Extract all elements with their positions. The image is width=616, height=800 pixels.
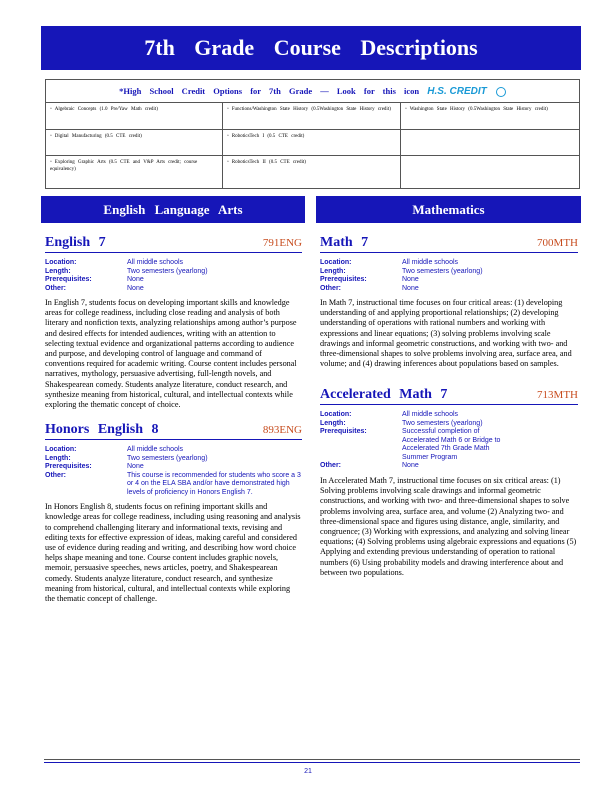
prerequisites-label: Prerequisites: xyxy=(320,276,367,283)
right-column xyxy=(320,235,578,578)
course-honors-english-8 xyxy=(45,422,302,604)
length-label: Length: xyxy=(320,419,346,427)
hs-credit-cell: ▫ RoboticsTech II (0.5 CTE credit) xyxy=(223,156,401,188)
location-label: Location: xyxy=(45,446,77,454)
course-description: In English 7, students focus on developing important skills and knowledge areas for college readiness, including close reading and analysis of both literary and nonfiction texts, analyzing relationships among author’s purpose and desired effects for intended audiences, writing with an attention to selecting textual evidence and organizational patterns according to audience and purpose, and developing control of language and command of conventions required for academic writing. Course content includes personal narratives, mythology, persuasive advertising, full-length novels, and Shakespearean comedy. Students analyze literature, conduct research, and synthesize meaning from historical, cultural, and intellectual contexts while exploring the thematic concept of choice. xyxy=(45,298,297,410)
hs-credit-grid xyxy=(46,103,579,188)
location-label: Location: xyxy=(320,259,352,266)
course-header xyxy=(320,235,578,253)
hs-credit-icon-label: H.S. CREDIT xyxy=(427,86,487,97)
length-value: Two semesters (yearlong) xyxy=(127,267,208,275)
section-header-ela: English Language Arts xyxy=(41,196,305,223)
page-number: 21 xyxy=(304,768,312,775)
other-label: Other: xyxy=(45,284,66,292)
length-label: Length: xyxy=(45,454,71,462)
course-title: Honors English 8 xyxy=(45,422,159,438)
course-code: 713MTH xyxy=(537,389,578,402)
course-description: In Honors English 8, students focus on refining important skills and knowledge areas for college readiness, including using reasoning and analysis to comprehend challenging literary and informational texts, revising and editing texts for effective expression of ideas, making careful and considered use of evidence during reading and writing, and describing how word choice helps shape meaning and tone. Course content includes graphic novels, memoir, persuasive speeches, news articles, poetry, and Shakespearean comedy. Students analyze literature, conduct research, and synthesize meaning from historical, cultural, and intellectual contexts while exploring the thematic concept of challenge. xyxy=(45,502,301,604)
other-value: This course is recommended for students who score a 3 or 4 on the ELA SBA and/or have demonstrated high levels of proficiency in Honors English 7. xyxy=(127,471,301,496)
hs-credit-box xyxy=(45,79,580,189)
hs-credit-cell: ▫ RoboticsTech I (0.5 CTE credit) xyxy=(223,130,401,156)
credit-circle-icon xyxy=(496,87,506,97)
course-code: 893ENG xyxy=(262,424,302,437)
hs-credit-cell: ▫ Exploring Graphic Arts (0.5 CTE and V&P Arts credit; course equivalency) xyxy=(46,156,223,188)
other-value: None xyxy=(127,284,144,292)
prerequisites-value: None xyxy=(127,276,144,283)
hs-credit-cell: ▫ Digital Manufacturing (0.5 CTE credit) xyxy=(46,130,223,156)
hs-credit-cell: ▫ Algebraic Concepts (1.0 Pre/Yaw Math credit) xyxy=(46,103,223,130)
course-info xyxy=(320,259,578,293)
other-value: None xyxy=(402,284,419,292)
page-title: 7th Grade Course Descriptions xyxy=(41,26,581,70)
length-label: Length: xyxy=(45,267,71,275)
prerequisites-value: Successful completion of Accelerated Math 6 or Bridge to Accelerated 7th Grade Math Summer Program xyxy=(402,428,501,461)
location-value: All middle schools xyxy=(127,259,184,266)
course-title: English 7 xyxy=(45,235,106,250)
hs-credit-cell: ▫ Functions/Washington State History (0.5Washington State History credit) xyxy=(223,103,401,130)
footer-divider xyxy=(44,759,580,760)
length-value: Two semesters (yearlong) xyxy=(402,419,483,427)
course-header xyxy=(45,235,302,253)
course-title: Accelerated Math 7 xyxy=(320,387,448,403)
hs-credit-cell-empty xyxy=(401,130,579,156)
left-column xyxy=(45,235,302,604)
length-label: Length: xyxy=(320,267,346,275)
location-value: All middle schools xyxy=(402,259,459,266)
course-accelerated-math-7 xyxy=(320,387,578,578)
prerequisites-label: Prerequisites: xyxy=(320,428,367,436)
course-info xyxy=(45,446,302,497)
footer-divider xyxy=(44,762,580,763)
location-value: All middle schools xyxy=(127,446,184,454)
length-value: Two semesters (yearlong) xyxy=(127,454,208,462)
course-math-7 xyxy=(320,235,578,369)
other-label: Other: xyxy=(320,284,341,292)
prerequisites-label: Prerequisites: xyxy=(45,276,92,283)
course-title: Math 7 xyxy=(320,235,369,250)
location-value: All middle schools xyxy=(402,411,459,419)
hs-credit-cell-empty xyxy=(401,156,579,188)
other-label: Other: xyxy=(320,462,341,470)
course-english-7 xyxy=(45,235,302,410)
location-label: Location: xyxy=(320,411,352,419)
course-code: 791ENG xyxy=(262,237,302,249)
course-info xyxy=(320,411,578,471)
hs-credit-header xyxy=(46,80,579,103)
course-description: In Math 7, instructional time focuses on four critical areas: (1) developing understanding of and applying proportional relationships; (2) developing understanding of operations with rational numbers and working with expressions and linear equations; (3) solving problems involving scale drawings and informal geometric constructions, and working with two- and three-dimensional shapes to solve problems involving area, surface area, and volume; and (4) drawing inferences about populations based on samples. xyxy=(320,298,572,369)
hs-credit-header-text: *High School Credit Options for 7th Grade — Look for this icon xyxy=(119,86,420,96)
other-label: Other: xyxy=(45,471,66,479)
prerequisites-value: None xyxy=(127,463,144,471)
prerequisites-value: None xyxy=(402,276,419,283)
prerequisites-label: Prerequisites: xyxy=(45,463,92,471)
course-header xyxy=(320,387,578,405)
other-value: None xyxy=(402,462,419,470)
course-header xyxy=(45,422,302,440)
course-code: 700MTH xyxy=(537,237,578,249)
hs-credit-cell: ▫ Washington State History (0.5Washington State History credit) xyxy=(401,103,579,130)
length-value: Two semesters (yearlong) xyxy=(402,267,483,275)
location-label: Location: xyxy=(45,259,77,266)
course-description: In Accelerated Math 7, instructional time focuses on six critical areas: (1) Solving problems involving scale drawings and informal geometric constructions, and working with two- and three-dimensional shapes to solve problems involving area, surface area, and volume (2) Analyzing two- and three-dimensional space and figures using distance, angle, similarity, and congruence; (3) Working with expressions, and analyzing and solving linear equations; (4) Solving problems using algebraic expressions and equations (5) Applying and extending previous understanding of operation to rational numbers (6) Using probability models and drawing interference about and between two populations. xyxy=(320,475,577,577)
course-info xyxy=(45,259,302,293)
section-header-math: Mathematics xyxy=(316,196,581,223)
